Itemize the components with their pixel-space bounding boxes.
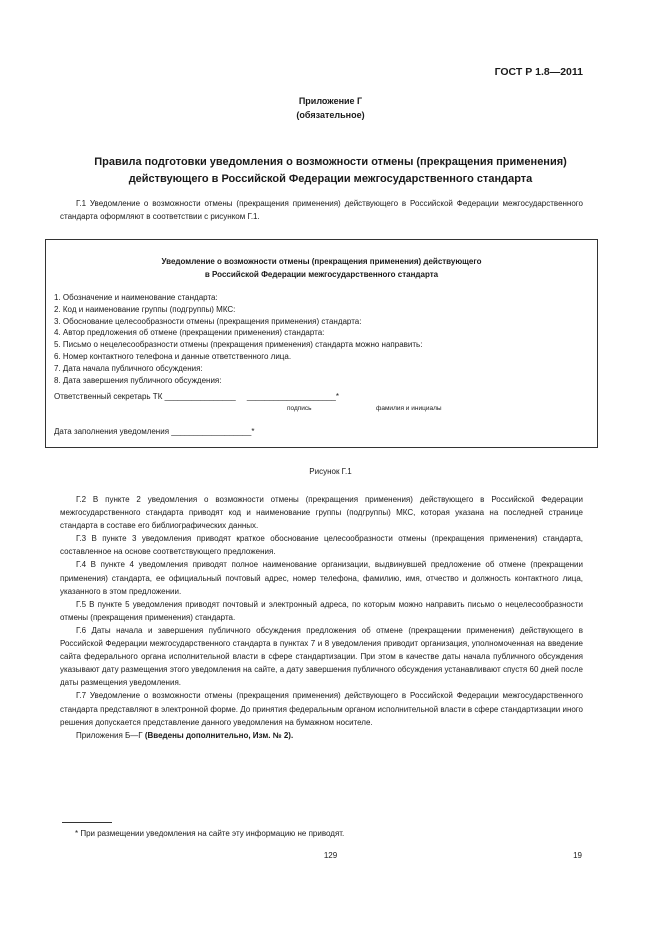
form-title-line1: Уведомление о возможности отмены (прекращения применения) действующего [161, 257, 482, 266]
form-item: 8. Дата завершения публичного обсуждения: [54, 375, 222, 385]
paragraph-g7: Г.7 Уведомление о возможности отмены (прекращения применения) действующего в Российской Федерации межгосударственного стандарта представляют в электронной форме. До принятия федеральным органом исполнительной власти в сфере стандартизации иного решения допускается представление данного уведомления на бумажном носителе. [60, 691, 583, 727]
paragraph-g2: Г.2 В пункте 2 уведомления о возможности отмены (прекращения применения) действующего в Российской Федерации межгосударственного стандарта приводят код и наименование группы (подгруппы) МКС, которая указана на последней странице стандарта в составе его библиографических данных. [60, 495, 583, 531]
signature-line: Ответственный секретарь ТК ________________ ____________________* [54, 392, 339, 401]
date-line: Дата заполнения уведомления __________________* [54, 427, 255, 436]
page-number-right: 19 [573, 851, 582, 860]
form-item: 2. Код и наименование группы (подгруппы) МКС: [54, 304, 236, 314]
form-item: 7. Дата начала публичного обсуждения: [54, 363, 203, 373]
form-item: 5. Письмо о нецелесообразности отмены (прекращения применения) стандарта можно направить: [54, 340, 423, 350]
figure-caption: Рисунок Г.1 [309, 467, 352, 476]
paragraph-g6: Г.6 Даты начала и завершения публичного обсуждения предложения об отмене (прекращении применения) действующего в Российской Федерации межгосударственного стандарта в пунктах 7 и 8 уведомления приводит организация, уполномоченная на введение сайта федерального органа исполнительной власти в сфере стандартизации. При этом в качестве даты начала публичного обсуждения указывают дату размещения этого уведомления на сайте, а дату завершения публичного обсуждения устанавливают спустя 60 дней после даты размещения уведомления. [60, 625, 583, 688]
form-title [46, 256, 597, 281]
footnote-divider [62, 822, 112, 823]
appendix-title: Приложение Г [298, 96, 363, 106]
body-paragraphs [60, 493, 583, 742]
section-title [60, 154, 601, 188]
paragraph-g5: Г.5 В пункте 5 уведомления приводят почтовый и электронный адреса, по которым можно направить письмо о нецелесообразности отмены (прекращения применения) стандарта. [60, 599, 583, 622]
paragraph-g4: Г.4 В пункте 4 уведомления приводят полное наименование организации, выдвинувшей предложение об отмене (прекращении применения) стандарта, ее официальный почтовый адрес, номер телефона, фамилию, имя, отчество и должность контактного лица, указанного в этом предложении. [60, 560, 583, 596]
intro-paragraph [60, 197, 583, 223]
form-title-line2: в Российской Федерации межгосударственного стандарта [204, 269, 439, 279]
amendment-bold: (Введены дополнительно, Изм. № 2). [144, 730, 294, 740]
name-caption: фамилия и инициалы [376, 405, 442, 412]
form-item: 1. Обозначение и наименование стандарта: [54, 293, 218, 302]
paragraph-g1: Г.1 Уведомление о возможности отмены (прекращения применения) действующего в Российской Федерации межгосударственного стандарта оформляют в соответствии с рисунком Г.1. [60, 199, 583, 222]
section-title-line1: Правила подготовки уведомления о возможности отмены (прекращения применения) [94, 156, 567, 168]
document-id: ГОСТ Р 1.8—2011 [494, 66, 583, 78]
appendix-status: (обязательное) [296, 110, 365, 120]
amendment-prefix: Приложения Б—Г [76, 730, 145, 740]
form-item: 4. Автор предложения об отмене (прекращении применения) стандарта: [54, 328, 325, 338]
section-title-line2: действующего в Российской Федерации межгосударственного стандарта [128, 173, 533, 185]
form-item: 6. Номер контактного телефона и данные ответственного лица. [54, 351, 292, 361]
form-item: 3. Обоснование целесообразности отмены (прекращения применения) стандарта: [54, 316, 362, 326]
paragraph-g3: Г.3 В пункте 3 уведомления приводят краткое обоснование целесообразности отмены (прекращения применения) стандарта, составленное на основе соответствующего предложения. [60, 534, 583, 557]
notification-form-figure [45, 239, 598, 448]
amendment-note [60, 729, 583, 742]
signature-caption: подпись [287, 405, 312, 412]
page-number-center: 129 [323, 851, 338, 860]
form-items-list [54, 292, 422, 386]
footnote: * При размещении уведомления на сайте эту информацию не приводят. [75, 829, 345, 838]
